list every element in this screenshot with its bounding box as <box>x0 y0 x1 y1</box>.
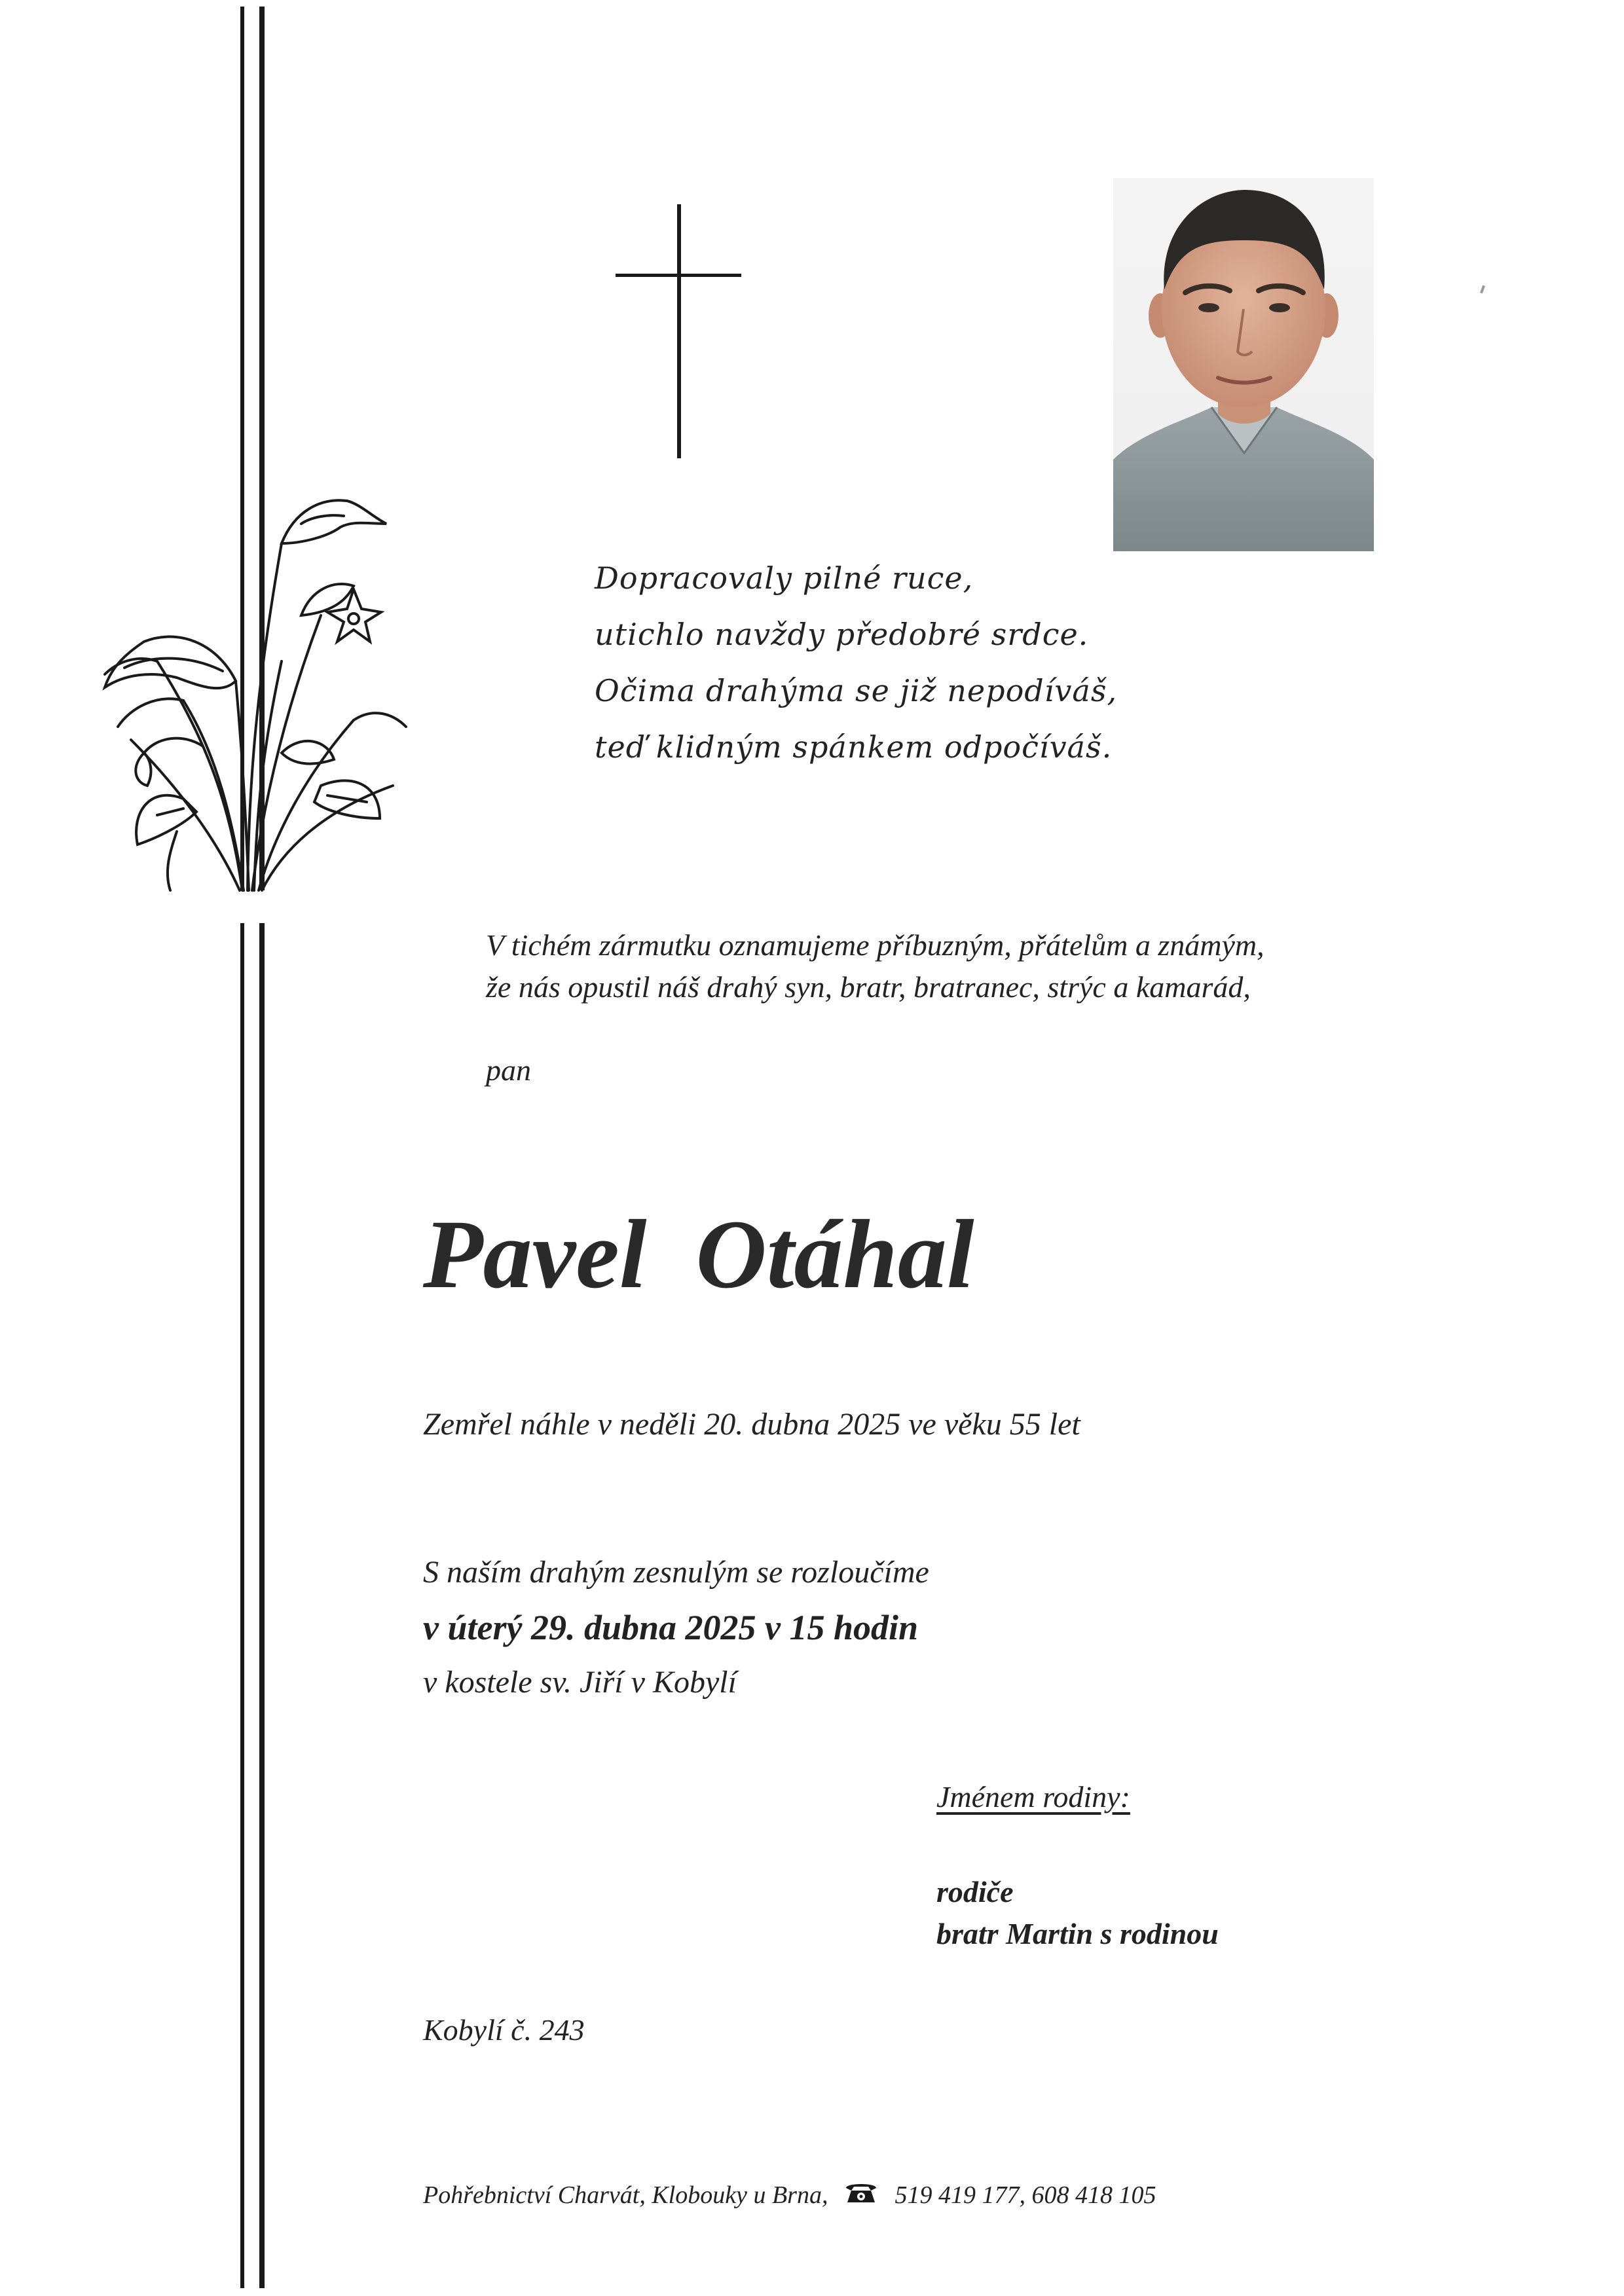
border-line-left-outer-bottom <box>240 923 244 2288</box>
farewell-intro: S naším drahým zesnulým se rozloučíme <box>423 1555 929 1590</box>
phone-numbers: 519 419 177, 608 418 105 <box>895 2181 1156 2209</box>
cross-horizontal-bar <box>616 274 741 277</box>
announcement <box>486 924 1468 1008</box>
poem <box>595 550 1184 775</box>
calla-lily-bouquet-icon <box>85 445 413 897</box>
portrait-illustration <box>1113 178 1374 551</box>
telephone-icon <box>843 2180 879 2210</box>
poem-line: teď klidným spánkem odpočíváš. <box>595 729 1113 765</box>
farewell-location: v kostele sv. Jiří v Kobylí <box>423 1665 737 1700</box>
poem-line: utichlo navždy předobré srdce. <box>595 617 1089 652</box>
poem-line: Očima drahýma se již nepodíváš, <box>595 673 1118 708</box>
announcement-line: V tichém zármutku oznamujeme příbuzným, přátelům a známým, <box>486 928 1264 962</box>
funeral-home: Pohřebnictví Charvát, Klobouky u Brna, <box>423 2181 828 2209</box>
family-member: bratr Martin s rodinou <box>936 1917 1219 1950</box>
farewell-date-time: v úterý 29. dubna 2025 v 15 hodin <box>423 1608 919 1647</box>
border-line-left-inner-bottom <box>259 923 265 2288</box>
scan-speck <box>1480 285 1485 294</box>
family-members <box>936 1871 1219 1955</box>
deceased-name: Pavel Otáhal <box>423 1200 974 1309</box>
poem-line: Dopracovaly pilné ruce, <box>595 560 974 596</box>
family-heading: Jménem rodiny: <box>936 1780 1130 1813</box>
footer <box>423 2180 1156 2210</box>
farewell-details <box>423 1545 929 1710</box>
announcement-line: že nás opustil náš drahý syn, bratr, bratranec, strýc a kamarád, <box>486 970 1251 1004</box>
address: Kobylí č. 243 <box>423 2013 585 2047</box>
death-notice: Zemřel náhle v neděli 20. dubna 2025 ve věku 55 let <box>423 1407 1080 1442</box>
honorific: pan <box>486 1053 531 1087</box>
portrait-photo <box>1113 178 1374 551</box>
cross-vertical-bar <box>677 204 681 458</box>
family-member: rodiče <box>936 1875 1014 1908</box>
